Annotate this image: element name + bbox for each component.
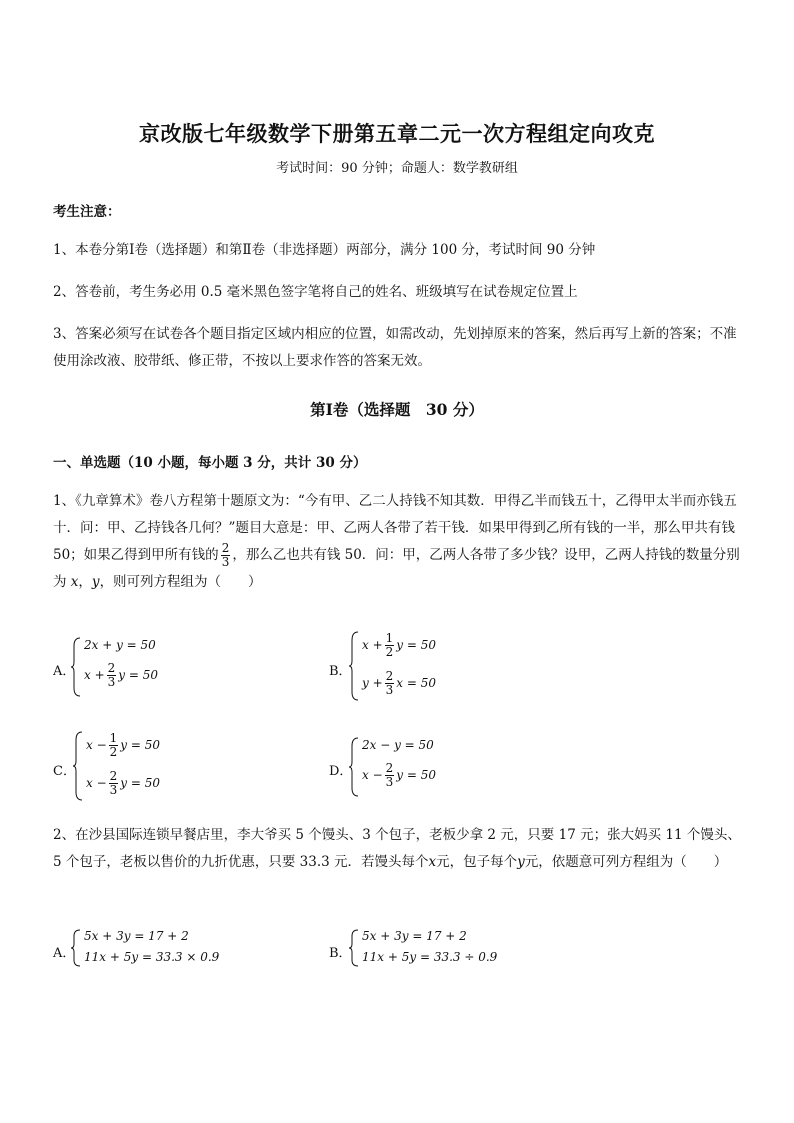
fraction-numerator: 2 (385, 761, 394, 775)
brace-icon (348, 630, 360, 702)
part-title: 一、单选题（10 小题，每小题 3 分，共计 30 分） (53, 455, 367, 471)
equation-part: x − (86, 738, 107, 752)
fraction (221, 542, 231, 569)
fraction-denominator: 3 (107, 675, 116, 689)
fraction (109, 770, 119, 797)
notice-heading: 考生注意： (53, 204, 121, 220)
fraction-numerator: 2 (221, 541, 230, 555)
brace-icon (70, 636, 82, 698)
brace-icon (72, 730, 84, 802)
equation-part: y = 50 (118, 668, 159, 682)
equation-part: x + (84, 668, 105, 682)
notice-item: 2、答卷前，考生务必用 0.5 毫米黑色签字笔将自己的姓名、班级填写在试卷规定位置上 (53, 284, 578, 300)
equation: 2x + y = 50 (84, 638, 156, 652)
equation-part: x − (362, 768, 383, 782)
equation (86, 732, 160, 759)
option-a-label[interactable]: A． (53, 946, 76, 961)
fraction-denominator: 2 (109, 745, 118, 759)
brace-icon (70, 928, 82, 968)
question-text: 2、在沙县国际连锁早餐店里，李大爷买 5 个馒头、3 个包子，老板少拿 2 元，只要 17 元；张大妈买 11 个馒头、5 个包子，老板以售价的九折优惠，只要 33.3 元．若馒头每个 (53, 827, 741, 870)
fraction-numerator: 1 (109, 731, 118, 745)
equation: 5x + 3y = 17 + 2 (84, 929, 189, 943)
equation: 2x − y = 50 (362, 738, 434, 752)
fraction (385, 762, 395, 789)
equation-part: y = 50 (120, 776, 161, 790)
equation-part: x − (86, 776, 107, 790)
equation (362, 632, 436, 659)
equation: 11x + 5y = 33.3 ÷ 0.9 (362, 950, 498, 964)
equation: 11x + 5y = 33.3 × 0.9 (84, 950, 220, 964)
equation (362, 670, 436, 697)
equation-part: y + (362, 676, 383, 690)
fraction-numerator: 1 (385, 631, 394, 645)
fraction (109, 732, 119, 759)
fraction-denominator: 3 (385, 775, 394, 789)
equation-part: x = 50 (396, 676, 437, 690)
question-text: ，那么乙也共有钱 50．问：甲，乙两人各带了多少钱？设甲，乙两人持钱的数量分别为 (53, 547, 740, 590)
question-text: 1、《九章算术》卷八方程第十题原文为：“今有甲、乙二人持钱不知其数．甲得乙半而钱五十，乙得甲太半而亦钱五十．问：甲、乙持钱各几何？”题目大意是：甲、乙两人各带了若干钱．如果甲得到乙所有钱的一半，那么甲共有钱 50；如果乙得到甲所有钱的 (53, 493, 737, 563)
fraction (107, 662, 117, 689)
option-d-label[interactable]: D． (329, 764, 353, 779)
equation-part: y = 50 (120, 738, 161, 752)
brace-icon (348, 736, 360, 798)
equation-part: y = 50 (396, 638, 437, 652)
equation (86, 770, 160, 797)
equation (84, 662, 158, 689)
question-text: 元，依题意可列方程组为（ ） (524, 854, 728, 870)
exam-info: 考试时间：90 分钟；命题人：数学教研组 (276, 161, 518, 176)
question-text: 元，包子每个 (436, 854, 518, 870)
option-c-label[interactable]: C． (53, 764, 76, 779)
variable-x: x (70, 574, 79, 590)
comma: ， (78, 574, 92, 590)
fraction-denominator: 3 (385, 683, 394, 697)
question-2-stem (53, 822, 743, 876)
fraction-numerator: 2 (107, 661, 116, 675)
option-a-label[interactable]: A． (53, 664, 76, 679)
question-1-stem (53, 488, 743, 596)
fraction-numerator: 2 (109, 769, 118, 783)
equation: 5x + 3y = 17 + 2 (362, 929, 467, 943)
question-text: ，则可列方程组为（ ） (99, 574, 262, 590)
option-b-label[interactable]: B． (329, 946, 352, 961)
fraction-denominator: 3 (109, 783, 118, 797)
brace-icon (348, 928, 360, 968)
fraction-denominator: 2 (385, 645, 394, 659)
notice-item: 1、本卷分第Ⅰ卷（选择题）和第Ⅱ卷（非选择题）两部分，满分 100 分，考试时间 90 分钟 (53, 242, 596, 258)
fraction (385, 670, 395, 697)
fraction-denominator: 3 (221, 555, 230, 569)
equation (362, 762, 436, 789)
equation-part: y = 50 (396, 768, 437, 782)
equation-part: x + (362, 638, 383, 652)
variable-y: y (91, 574, 100, 590)
page-title: 京改版七年级数学下册第五章二元一次方程组定向攻克 (139, 121, 655, 146)
variable-y: y (517, 854, 525, 870)
option-b-label[interactable]: B． (329, 664, 352, 679)
section-title: 第Ⅰ卷（选择题 30 分） (310, 400, 484, 419)
variable-x: x (428, 854, 437, 870)
fraction-numerator: 2 (385, 669, 394, 683)
notice-item: 3、答案必须写在试卷各个题目指定区域内相应的位置，如需改动，先划掉原来的答案，然后再写上新的答案；不准使用涂改液、胶带纸、修正带，不按以上要求作答的答案无效。 (53, 326, 737, 369)
fraction (385, 632, 395, 659)
